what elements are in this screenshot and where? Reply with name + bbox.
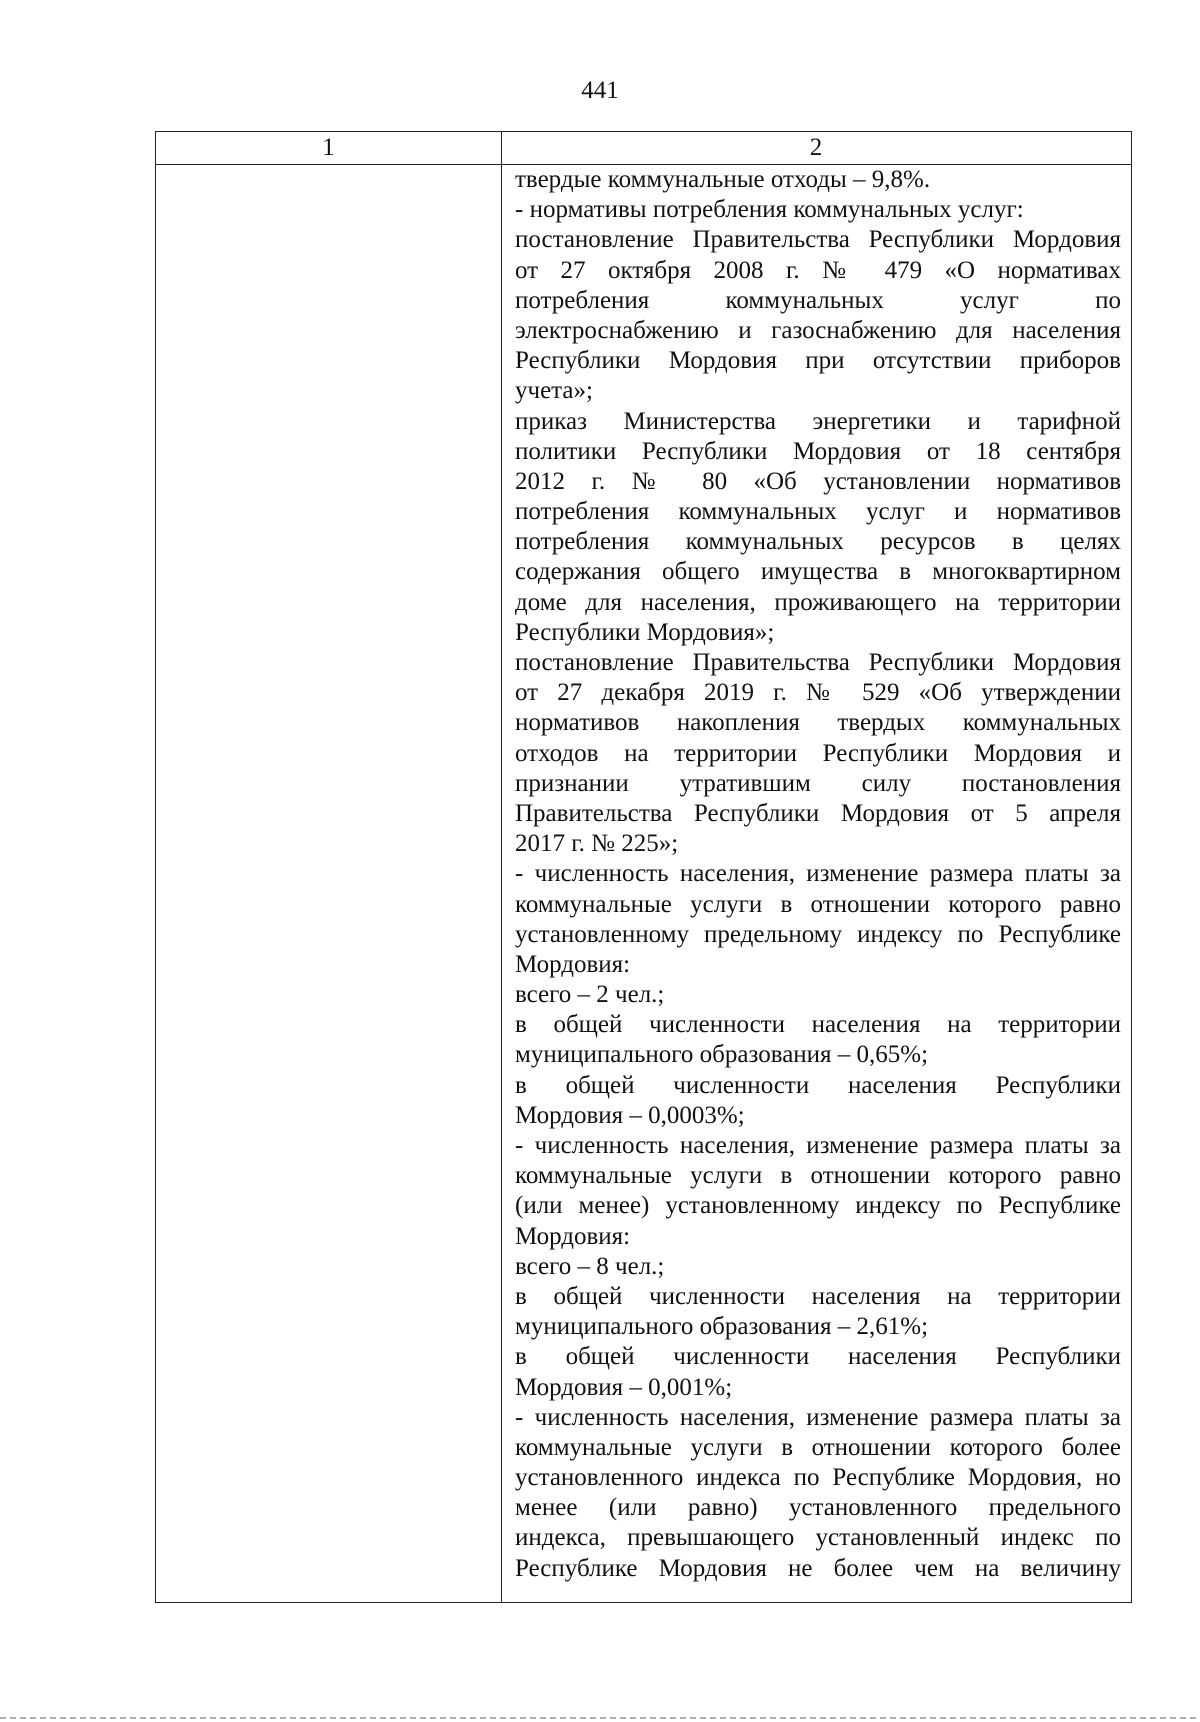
text-line: Республики Мордовия при отсутствии приборов [515, 347, 1121, 375]
text-line: коммунальные услуги в отношении которого равно [515, 1162, 1121, 1190]
column-divider [501, 132, 502, 1602]
text-line: потребления коммунальных услуг и нормативов [515, 498, 1121, 526]
text-line: от 27 декабря 2019 г. № 529 «Об утверждении [515, 679, 1121, 707]
text-line: доме для населения, проживающего на территории [515, 588, 1121, 616]
text-line: политики Республики Мордовия от 18 сентября [515, 437, 1121, 465]
text-line: Мордовия: [515, 950, 631, 978]
text-line: - численность населения, изменение размера платы за [515, 860, 1121, 888]
text-line: Правительства Республики Мордовия от 5 апреля [515, 799, 1121, 827]
text-line: - численность населения, изменение размера платы за [515, 1403, 1121, 1431]
text-line: нормативов накопления твердых коммунальных [515, 709, 1121, 737]
text-line: муниципального образования – 2,61%; [515, 1313, 929, 1341]
text-line: Республики Мордовия»; [515, 618, 775, 646]
text-line: 2017 г. № 225»; [515, 830, 679, 858]
column-1-header: 1 [322, 134, 335, 161]
page-number: 441 [581, 77, 619, 104]
text-line: содержания общего имущества в многоквартирном [515, 558, 1121, 586]
text-line: коммунальные услуги в отношении которого более [515, 1433, 1121, 1461]
text-line: менее (или равно) установленного предельного [515, 1494, 1121, 1522]
text-line: в общей численности населения Республики [515, 1071, 1121, 1099]
text-line: муниципального образования – 0,65%; [515, 1041, 929, 1069]
text-line: потребления коммунальных ресурсов в целях [515, 528, 1121, 556]
text-line: от 27 октября 2008 г. № 479 «О нормативах [515, 256, 1121, 284]
text-line: Республике Мордовия не более чем на величину [515, 1554, 1121, 1582]
table-header-row [156, 132, 1131, 165]
text-line: приказ Министерства энергетики и тарифной [515, 407, 1121, 435]
text-line: Мордовия – 0,0003%; [515, 1101, 745, 1129]
text-line: всего – 2 чел.; [515, 981, 665, 1009]
text-line: отходов на территории Республики Мордовия и [515, 739, 1121, 767]
text-line: - нормативы потребления коммунальных услуг: [515, 196, 1024, 224]
scan-artifact-line [0, 1717, 1200, 1719]
text-line: потребления коммунальных услуг по [515, 286, 1121, 314]
text-line: электроснабжению и газоснабжению для населения [515, 316, 1121, 344]
text-line: всего – 8 чел.; [515, 1252, 665, 1280]
text-line: установленному предельному индексу по Республике [515, 920, 1121, 948]
text-line: (или менее) установленному индексу по Республике [515, 1192, 1121, 1220]
text-line: постановление Правительства Республики Мордовия [515, 226, 1121, 254]
document-table [155, 131, 1132, 1603]
text-line: - численность населения, изменение размера платы за [515, 1132, 1121, 1159]
text-line: в общей численности населения на территории [515, 1282, 1121, 1310]
text-line: индекса, превышающего установленный индекс по [515, 1524, 1121, 1552]
text-line: признании утратившим силу постановления [515, 769, 1121, 797]
column-2-header: 2 [809, 134, 823, 161]
text-line: учета»; [515, 377, 593, 405]
text-line: 2012 г. № 80 «Об установлении нормативов [515, 467, 1121, 495]
column-2-cell [515, 165, 1121, 1602]
text-line: постановление Правительства Республики Мордовия [515, 649, 1121, 676]
text-line: установленного индекса по Республике Мордовия, но [515, 1464, 1121, 1492]
text-line: коммунальные услуги в отношении которого равно [515, 890, 1121, 918]
text-line: Мордовия: [515, 1222, 631, 1250]
text-line: твердые коммунальные отходы – 9,8%. [515, 166, 931, 193]
text-line: в общей численности населения на территории [515, 1011, 1121, 1039]
text-line: Мордовия – 0,001%; [515, 1373, 733, 1401]
text-line: в общей численности населения Республики [515, 1343, 1121, 1371]
